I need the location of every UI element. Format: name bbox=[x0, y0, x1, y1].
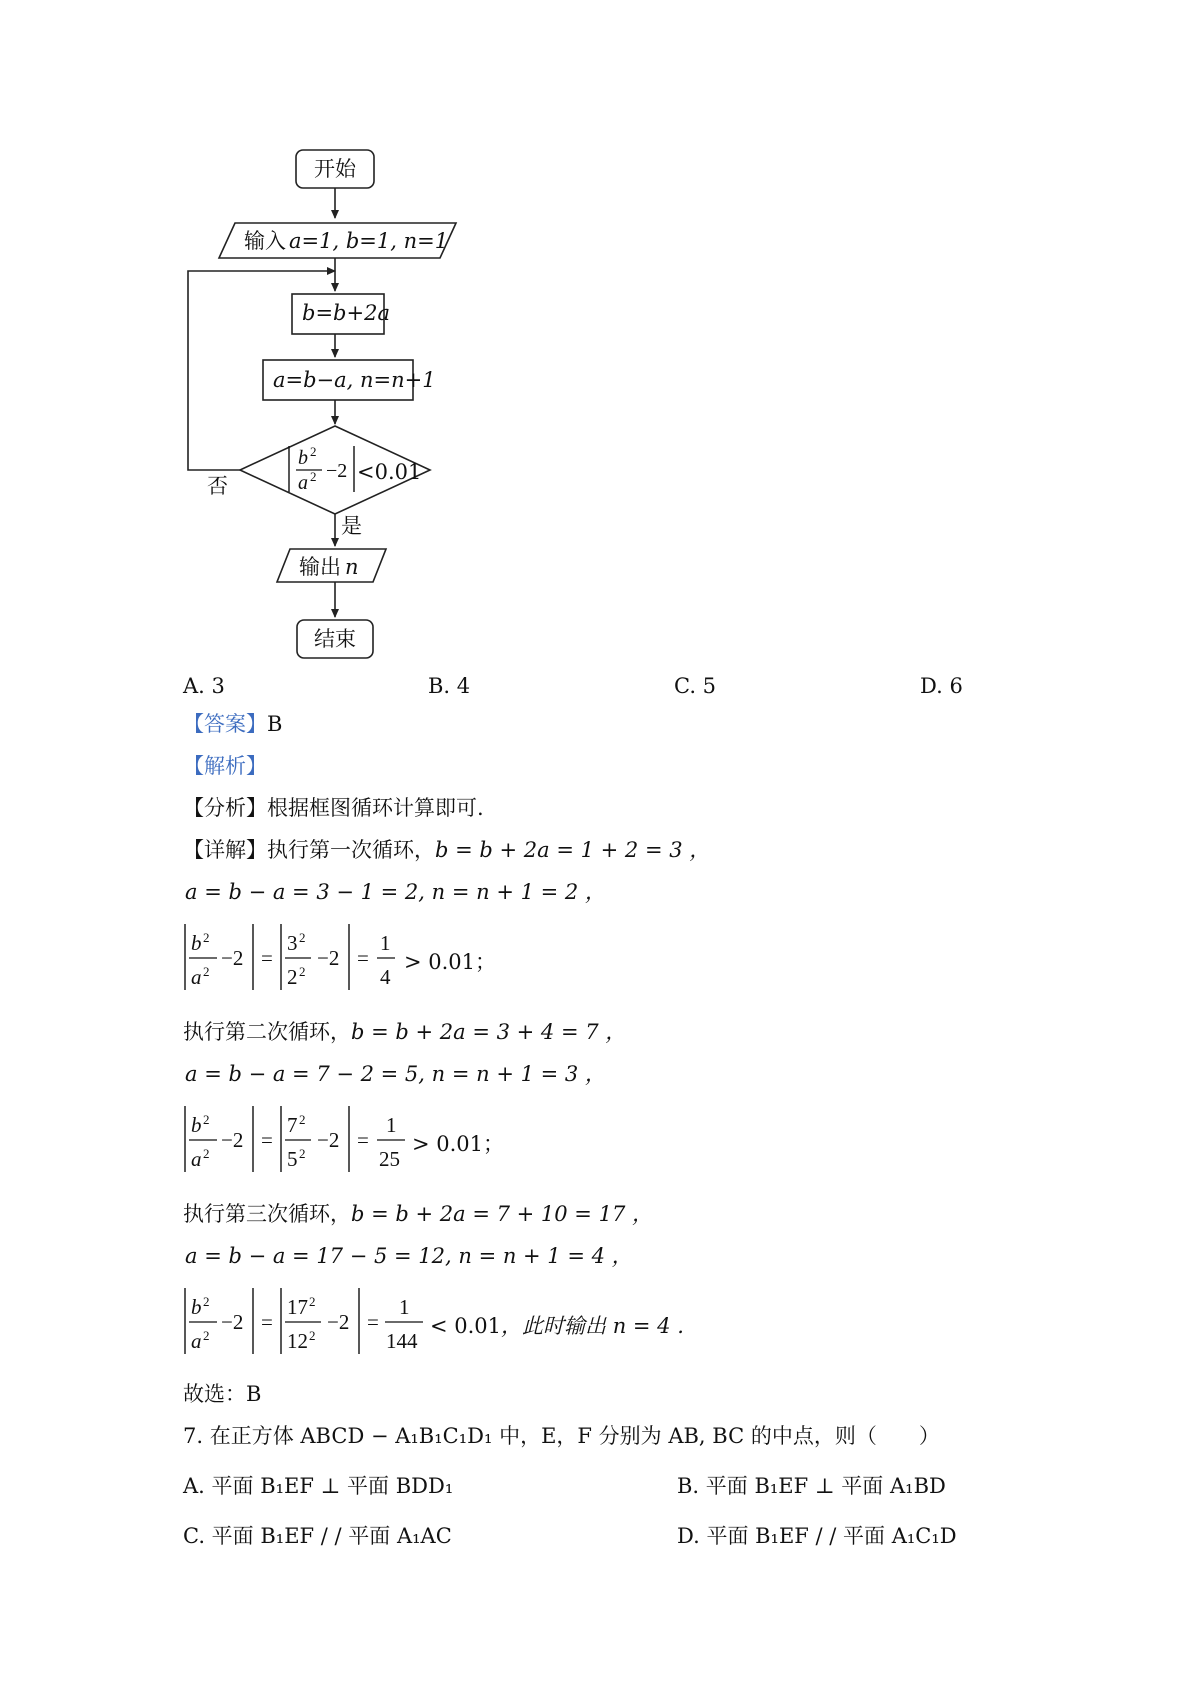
loop2-a: a = b − a = 7 − 2 = 5, n = n + 1 = 3 ， bbox=[185, 1062, 606, 1086]
loop2-intro: 执行第二次循环， bbox=[183, 1020, 351, 1044]
svg-text:=: = bbox=[261, 1128, 273, 1152]
svg-text:2: 2 bbox=[203, 1112, 210, 1127]
svg-text:−2: −2 bbox=[221, 1310, 244, 1334]
svg-text:5: 5 bbox=[287, 1147, 298, 1171]
flow-end-text: 结束 bbox=[314, 627, 356, 651]
loop1-intro: 执行第一次循环， bbox=[267, 838, 435, 862]
flow-output-var: n bbox=[345, 555, 359, 579]
svg-text:4: 4 bbox=[380, 965, 391, 989]
analysis-label: 【解析】 bbox=[183, 754, 267, 778]
svg-text:=: = bbox=[261, 946, 273, 970]
loop1-a: a = b − a = 3 − 1 = 2, n = n + 1 = 2 ， bbox=[185, 880, 606, 904]
conclusion: 故选：B bbox=[183, 1382, 262, 1406]
svg-text:3: 3 bbox=[287, 931, 298, 955]
option-d: D. 6 bbox=[920, 674, 963, 698]
svg-text:1: 1 bbox=[386, 1113, 397, 1137]
svg-text:a: a bbox=[298, 472, 308, 494]
svg-text:=: = bbox=[261, 1310, 273, 1334]
loop2-cmp: > 0.01； bbox=[412, 1132, 505, 1156]
svg-text:−2: −2 bbox=[327, 1310, 350, 1334]
svg-text:=: = bbox=[357, 946, 369, 970]
svg-text:1: 1 bbox=[399, 1295, 410, 1319]
svg-text:2: 2 bbox=[310, 444, 317, 459]
loop3-a: a = b − a = 17 − 5 = 12, n = n + 1 = 4 ， bbox=[185, 1244, 633, 1268]
loop3-tail-line bbox=[430, 1312, 684, 1340]
answer-line bbox=[183, 710, 282, 738]
loop2-b: b = b + 2a = 3 + 4 = 7 ， bbox=[351, 1020, 627, 1044]
condition-formula bbox=[289, 444, 354, 494]
svg-text:1: 1 bbox=[380, 931, 391, 955]
fenxi-label: 【分析】 bbox=[183, 796, 267, 820]
fenxi-line bbox=[183, 794, 484, 822]
detail-line-2 bbox=[183, 1018, 626, 1046]
svg-text:2: 2 bbox=[203, 930, 210, 945]
detail-line-1 bbox=[183, 836, 710, 864]
svg-text:2: 2 bbox=[299, 964, 306, 979]
svg-text:a: a bbox=[191, 1147, 202, 1171]
svg-text:2: 2 bbox=[309, 1294, 316, 1309]
svg-text:7: 7 bbox=[287, 1113, 298, 1137]
svg-text:b: b bbox=[191, 931, 202, 955]
flow-step2-text: a=b−a, n=n+1 bbox=[273, 368, 436, 392]
flow-output-label: 输出 bbox=[299, 555, 341, 579]
svg-text:−2: −2 bbox=[326, 460, 348, 482]
svg-text:b: b bbox=[191, 1295, 202, 1319]
flow-no-label: 否 bbox=[207, 474, 228, 498]
q7-option-c: C. 平面 B₁EF / / 平面 A₁AC bbox=[183, 1524, 452, 1548]
svg-text:2: 2 bbox=[299, 1112, 306, 1127]
svg-text:a: a bbox=[191, 965, 202, 989]
svg-text:2: 2 bbox=[299, 930, 306, 945]
q7-option-a: A. 平面 B₁EF ⊥ 平面 BDD₁ bbox=[183, 1474, 454, 1498]
flow-yes-label: 是 bbox=[341, 514, 362, 538]
loop3-tail: ，此时输出 n = 4 . bbox=[501, 1314, 684, 1338]
svg-text:b: b bbox=[298, 447, 308, 469]
svg-text:25: 25 bbox=[379, 1147, 400, 1171]
svg-text:=: = bbox=[367, 1310, 379, 1334]
loop3-intro: 执行第三次循环， bbox=[183, 1202, 351, 1226]
flow-input-label: 输入 bbox=[244, 229, 286, 253]
svg-text:−2: −2 bbox=[317, 946, 340, 970]
option-b: B. 4 bbox=[428, 674, 471, 698]
svg-text:−2: −2 bbox=[221, 1128, 244, 1152]
svg-text:2: 2 bbox=[299, 1146, 306, 1161]
svg-text:b: b bbox=[191, 1113, 202, 1137]
svg-text:12: 12 bbox=[287, 1329, 308, 1353]
q7-option-b: B. 平面 B₁EF ⊥ 平面 A₁BD bbox=[677, 1474, 946, 1498]
svg-text:2: 2 bbox=[203, 1328, 210, 1343]
svg-text:2: 2 bbox=[309, 1328, 316, 1343]
loop1-b: b = b + 2a = 1 + 2 = 3 ， bbox=[435, 838, 711, 862]
fenxi-text: 根据框图循环计算即可. bbox=[267, 796, 484, 820]
detail-label: 【详解】 bbox=[183, 838, 267, 862]
option-a: A. 3 bbox=[183, 674, 225, 698]
answer-label: 【答案】 bbox=[183, 712, 267, 736]
svg-text:2: 2 bbox=[203, 1294, 210, 1309]
loop3-cmp: < 0.01 bbox=[430, 1314, 502, 1338]
flow-input-expr: a=1, b=1, n=1 bbox=[289, 229, 449, 253]
flowchart bbox=[0, 0, 1200, 680]
svg-text:=: = bbox=[357, 1128, 369, 1152]
answer-value: B bbox=[267, 712, 283, 736]
svg-text:144: 144 bbox=[386, 1329, 418, 1353]
flow-step1-text: b=b+2a bbox=[302, 301, 390, 325]
svg-text:2: 2 bbox=[287, 965, 298, 989]
q7-stem: 7. 在正方体 ABCD − A₁B₁C₁D₁ 中，E，F 分别为 AB, BC 的中点，则（ ） bbox=[183, 1424, 940, 1448]
svg-text:a: a bbox=[191, 1329, 202, 1353]
svg-text:2: 2 bbox=[203, 1146, 210, 1161]
svg-text:2: 2 bbox=[203, 964, 210, 979]
q7-option-d: D. 平面 B₁EF / / 平面 A₁C₁D bbox=[677, 1524, 957, 1548]
svg-text:−2: −2 bbox=[221, 946, 244, 970]
svg-text:2: 2 bbox=[310, 469, 317, 484]
loop1-cmp: > 0.01； bbox=[404, 950, 497, 974]
flow-start-text: 开始 bbox=[314, 157, 356, 181]
svg-text:−2: −2 bbox=[317, 1128, 340, 1152]
detail-line-3 bbox=[183, 1200, 653, 1228]
flow-condition-rhs: <0.01 bbox=[357, 460, 422, 484]
svg-text:17: 17 bbox=[287, 1295, 308, 1319]
option-c: C. 5 bbox=[674, 674, 717, 698]
loop3-b: b = b + 2a = 7 + 10 = 17 ， bbox=[351, 1202, 653, 1226]
